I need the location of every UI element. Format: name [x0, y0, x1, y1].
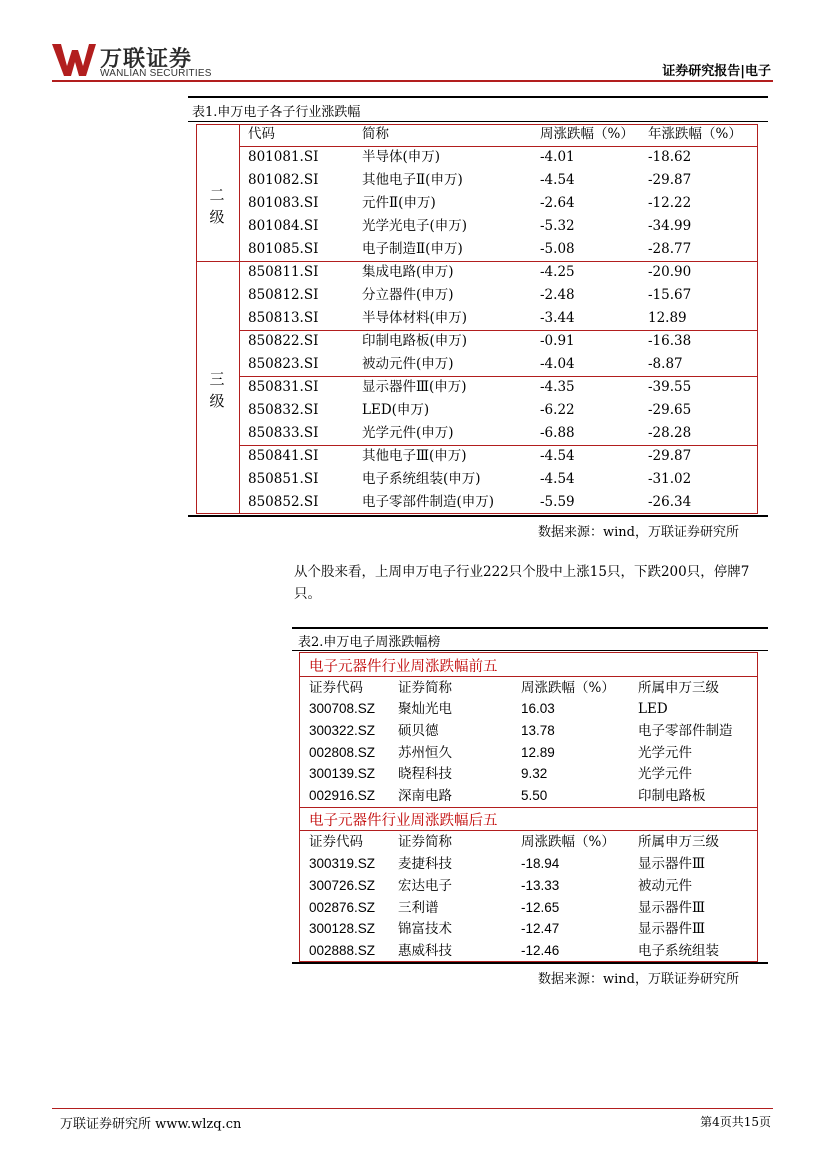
table1-cell-year: -28.28 — [648, 425, 692, 441]
table1-cell-week: -5.08 — [540, 241, 575, 257]
table1-header-year: 年涨跌幅（%） — [648, 126, 742, 142]
table1-level-divider — [239, 124, 240, 514]
table1-group-divider — [196, 261, 758, 262]
table2-cell-code: 002808.SZ — [309, 745, 376, 760]
table2-cell-name: 麦捷科技 — [398, 856, 452, 872]
table2-cell-name: 深南电路 — [398, 788, 452, 804]
paragraph-line-1: 从个股来看，上周申万电子行业222只个股中上涨15只，下跌200只，停牌7 — [294, 564, 750, 580]
table1-cell-name: 其他电子Ⅱ(申万) — [362, 172, 463, 188]
table2-cell-pct: -12.47 — [521, 921, 560, 936]
table1-cell-week: -0.91 — [540, 333, 575, 349]
table1-cell-year: -12.22 — [648, 195, 692, 211]
table1-cell-name: 电子零部件制造(申万) — [362, 494, 495, 510]
table2-cell-sector: 光学元件 — [638, 745, 692, 761]
table2-cell-sector: 印制电路板 — [638, 788, 706, 804]
table2-cell-name: 硕贝德 — [398, 723, 439, 739]
table2-source: 数据来源：wind，万联证券研究所 — [538, 972, 739, 987]
table2-cell-pct: 13.78 — [521, 723, 555, 738]
table1-cell-name: 显示器件Ⅲ(申万) — [362, 379, 467, 395]
table2-cell-pct: 12.89 — [521, 745, 555, 760]
table1-cell-year: -29.87 — [648, 448, 692, 464]
table2-top-header-name: 证券简称 — [398, 680, 452, 696]
table1-subgroup-divider — [239, 445, 758, 446]
table1-header-divider — [239, 146, 758, 147]
table1-caption-rule — [188, 121, 768, 122]
table1-cell-week: -4.54 — [540, 448, 575, 464]
table1-cell-year: 12.89 — [648, 310, 687, 326]
table1-header-week: 周涨跌幅（%） — [540, 126, 634, 142]
table1-cell-year: -28.77 — [648, 241, 692, 257]
table1-cell-name: 印制电路板(申万) — [362, 333, 468, 349]
table2-cell-pct: -12.65 — [521, 900, 560, 915]
table2-cell-sector: 电子零部件制造 — [638, 723, 733, 739]
table1-cell-week: -5.59 — [540, 494, 575, 510]
table2-cell-pct: 16.03 — [521, 701, 555, 716]
table1-cell-year: -16.38 — [648, 333, 692, 349]
table2-cell-sector: 显示器件Ⅲ — [638, 856, 706, 872]
table1-level3-label — [209, 368, 227, 412]
table2-top-header-sector: 所属申万三级 — [638, 680, 719, 696]
table2-cell-pct: 9.32 — [521, 766, 548, 781]
table1-cell-year: -15.67 — [648, 287, 692, 303]
table2-cell-pct: 5.50 — [521, 788, 548, 803]
table2-bottom-header-name: 证券简称 — [398, 834, 452, 850]
table1-cell-year: -39.55 — [648, 379, 692, 395]
logo-chinese-name: 万联证券 — [100, 47, 193, 72]
table1-cell-week: -6.22 — [540, 402, 575, 418]
table1-cell-week: -4.01 — [540, 149, 575, 165]
table1-cell-name: 电子系统组装(申万) — [362, 471, 481, 487]
table1-cell-week: -4.35 — [540, 379, 575, 395]
table1-cell-year: -29.87 — [648, 172, 692, 188]
table2-cell-code: 300726.SZ — [309, 878, 376, 893]
table1-cell-name: 光学元件(申万) — [362, 425, 454, 441]
table2-cell-name: 惠威科技 — [398, 943, 452, 959]
table1-cell-name: 光学光电子(申万) — [362, 218, 468, 234]
table1-subgroup-divider — [239, 330, 758, 331]
table1-cell-name: 分立器件(申万) — [362, 287, 454, 303]
table1-cell-week: -2.64 — [540, 195, 575, 211]
paragraph-line-2: 只。 — [294, 586, 321, 602]
table1-cell-name: LED(申万) — [362, 402, 430, 418]
table2-cell-sector: 电子系统组装 — [638, 943, 719, 959]
table1-cell-code: 850831.SI — [248, 379, 319, 395]
table1-cell-name: 元件Ⅱ(申万) — [362, 195, 436, 211]
table1-level3-text: 三级 — [209, 370, 225, 410]
table2-cell-code: 002888.SZ — [309, 943, 376, 958]
table1-cell-name: 半导体材料(申万) — [362, 310, 468, 326]
table1-cell-year: -18.62 — [648, 149, 692, 165]
table2-cell-code: 300319.SZ — [309, 856, 376, 871]
table1-cell-name: 其他电子Ⅲ(申万) — [362, 448, 467, 464]
table1-cell-code: 850812.SI — [248, 287, 319, 303]
table1-header-code: 代码 — [248, 126, 275, 142]
table1-cell-name: 电子制造Ⅱ(申万) — [362, 241, 463, 257]
table2-cell-code: 300128.SZ — [309, 921, 376, 936]
table1-subgroup-divider — [239, 376, 758, 377]
logo-w-mark-icon — [52, 44, 96, 76]
table1-cell-code: 850823.SI — [248, 356, 319, 372]
table1-cell-week: -2.48 — [540, 287, 575, 303]
table2-bottom-header-code: 证券代码 — [309, 834, 363, 850]
table1-cell-code: 801084.SI — [248, 218, 319, 234]
table2-bottom-header-sector: 所属申万三级 — [638, 834, 719, 850]
table2-bottom-rule — [292, 962, 768, 964]
table1-header-name: 简称 — [362, 126, 389, 142]
table2-cell-code: 002916.SZ — [309, 788, 376, 803]
table1-cell-name: 半导体(申万) — [362, 149, 441, 165]
table2-cell-name: 三利谱 — [398, 900, 439, 916]
table2-cell-pct: -13.33 — [521, 878, 560, 893]
table2-cell-sector: 被动元件 — [638, 878, 692, 894]
table1-level2-text: 二级 — [209, 186, 225, 226]
table1-cell-code: 850852.SI — [248, 494, 319, 510]
table2-section-divider — [299, 807, 758, 808]
table1-cell-code: 801082.SI — [248, 172, 319, 188]
table1-cell-year: -26.34 — [648, 494, 692, 510]
table1-caption: 表1.申万电子各子行业涨跌幅 — [192, 105, 361, 120]
table1-cell-week: -6.88 — [540, 425, 575, 441]
table2-bottom-title-divider — [299, 830, 758, 831]
table1-cell-week: -4.54 — [540, 172, 575, 188]
table1-cell-week: -4.54 — [540, 471, 575, 487]
table2-cell-name: 宏达电子 — [398, 878, 452, 894]
table1-cell-week: -5.32 — [540, 218, 575, 234]
table2-cell-name: 聚灿光电 — [398, 701, 452, 717]
table2-bottom-title: 电子元器件行业周涨跌幅后五 — [309, 813, 498, 829]
table2-top-rule — [292, 627, 768, 629]
table1-cell-year: -20.90 — [648, 264, 692, 280]
header-divider — [52, 80, 773, 82]
table2-cell-sector: LED — [638, 701, 668, 717]
table2-caption-rule — [292, 650, 768, 651]
table2-cell-code: 002876.SZ — [309, 900, 376, 915]
table1-cell-year: -29.65 — [648, 402, 692, 418]
table2-cell-code: 300322.SZ — [309, 723, 376, 738]
table2-cell-sector: 显示器件Ⅲ — [638, 900, 706, 916]
footer-divider — [52, 1108, 773, 1109]
table1-top-rule — [188, 96, 768, 98]
footer-page-number: 第4页共15页 — [700, 1115, 771, 1129]
footer-institute: 万联证券研究所 www.wlzq.cn — [60, 1117, 242, 1132]
table2-top-header-pct: 周涨跌幅（%） — [521, 680, 615, 696]
table1-cell-code: 850811.SI — [248, 264, 319, 280]
table2-cell-sector: 显示器件Ⅲ — [638, 921, 706, 937]
table1-cell-code: 850832.SI — [248, 402, 319, 418]
table2-cell-name: 锦富技术 — [398, 921, 452, 937]
table2-bottom-header-pct: 周涨跌幅（%） — [521, 834, 615, 850]
table1-cell-year: -8.87 — [648, 356, 683, 372]
table2-top-title: 电子元器件行业周涨跌幅前五 — [309, 659, 498, 675]
table2-cell-pct: -18.94 — [521, 856, 560, 871]
table1-cell-code: 801081.SI — [248, 149, 319, 165]
table1-cell-name: 被动元件(申万) — [362, 356, 454, 372]
table2-cell-code: 300139.SZ — [309, 766, 376, 781]
table1-cell-code: 850841.SI — [248, 448, 319, 464]
table1-cell-name: 集成电路(申万) — [362, 264, 454, 280]
table1-cell-week: -3.44 — [540, 310, 575, 326]
table1-cell-code: 850833.SI — [248, 425, 319, 441]
table1-cell-code: 850813.SI — [248, 310, 319, 326]
table2-cell-sector: 光学元件 — [638, 766, 692, 782]
table1-cell-code: 850851.SI — [248, 471, 319, 487]
table1-cell-code: 801085.SI — [248, 241, 319, 257]
table1-source: 数据来源：wind，万联证券研究所 — [538, 525, 739, 540]
table2-caption: 表2.申万电子周涨跌幅榜 — [298, 635, 441, 650]
table1-cell-year: -31.02 — [648, 471, 692, 487]
table1-cell-week: -4.25 — [540, 264, 575, 280]
table2-cell-code: 300708.SZ — [309, 701, 376, 716]
table2-cell-name: 晓程科技 — [398, 766, 452, 782]
table1-cell-code: 801083.SI — [248, 195, 319, 211]
document-type-label: 证券研究报告|电子 — [662, 64, 771, 79]
table1-level2-label — [209, 184, 227, 228]
logo-english-name: WANLIAN SECURITIES — [100, 68, 212, 79]
table2-top-header-code: 证券代码 — [309, 680, 363, 696]
table2-top-title-divider — [299, 676, 758, 677]
table2-cell-name: 苏州恒久 — [398, 745, 452, 761]
table2-cell-pct: -12.46 — [521, 943, 560, 958]
table1-bottom-rule — [188, 515, 768, 517]
table1-cell-year: -34.99 — [648, 218, 692, 234]
table1-cell-week: -4.04 — [540, 356, 575, 372]
table1-cell-code: 850822.SI — [248, 333, 319, 349]
